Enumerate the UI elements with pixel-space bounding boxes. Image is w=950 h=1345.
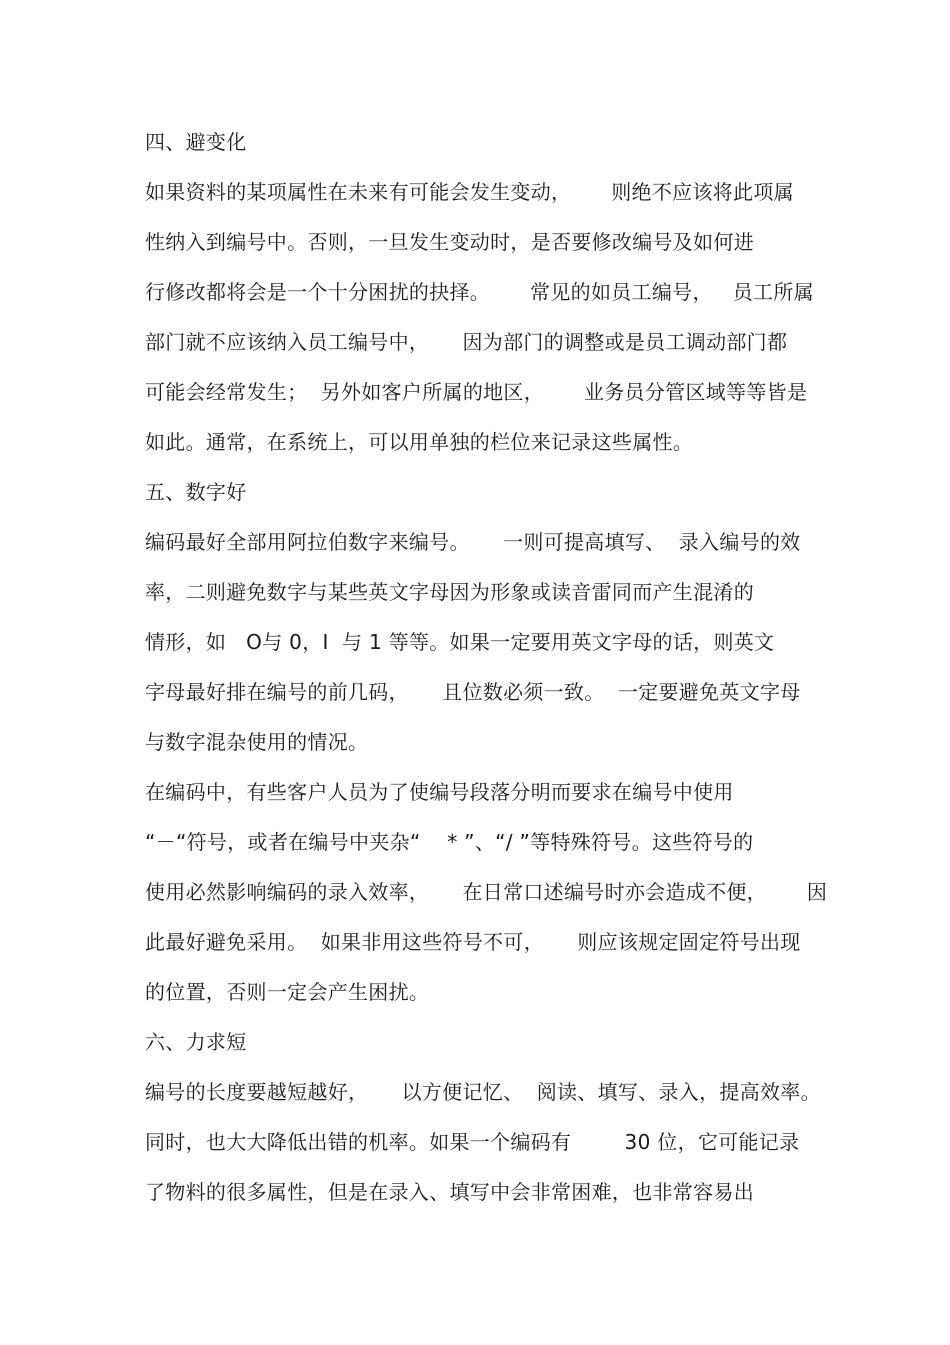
- paragraph-line: 率，二则避免数字与某些英文字母因为形象或读音雷同而产生混淆的: [145, 580, 754, 604]
- paragraph-line: 如此。通常，在系统上，可以用单独的栏位来记录这些属性。: [145, 430, 694, 454]
- paragraph-line: 与数字混杂使用的情况。: [145, 730, 369, 754]
- paragraph-line: 使用必然影响编码的录入效率， 在日常口述编号时亦会造成不便， 因: [145, 880, 828, 904]
- paragraph-line: 此最好避免采用。 如果非用这些符号不可， 则应该规定固定符号出现: [145, 930, 801, 954]
- paragraph-line: 部门就不应该纳入员工编号中， 因为部门的调整或是员工调动部门都: [145, 330, 788, 354]
- paragraph-line: 同时，也大大降低出错的机率。如果一个编码有 30 位，它可能记录: [145, 1130, 800, 1154]
- section-heading-4: 四、避变化: [145, 130, 247, 154]
- section-heading-5: 五、数字好: [145, 480, 247, 504]
- paragraph-line: 在编码中，有些客户人员为了使编号段落分明而要求在编号中使用: [145, 780, 734, 804]
- paragraph-line: 可能会经常发生； 另外如客户所属的地区， 业务员分管区域等等皆是: [145, 380, 808, 404]
- paragraph-line: 字母最好排在编号的前几码， 且位数必须一致。 一定要避免英文字母: [145, 680, 801, 704]
- paragraph-line: “－“符号，或者在编号中夹杂“ * ”、“/ ”等特殊符号。这些符号的: [145, 830, 754, 854]
- section-heading-6: 六、力求短: [145, 1030, 247, 1054]
- paragraph-line: 编号的长度要越短越好， 以方便记忆、 阅读、填写、录入，提高效率。: [145, 1080, 821, 1104]
- paragraph-line: 了物料的很多属性，但是在录入、填写中会非常困难，也非常容易出: [145, 1180, 754, 1204]
- paragraph-line: 编码最好全部用阿拉伯数字来编号。 一则可提高填写、 录入编号的效: [145, 530, 801, 554]
- paragraph-line: 情形，如 O与 0，I 与 1 等等。如果一定要用英文字母的话，则英文: [145, 630, 775, 654]
- paragraph-line: 如果资料的某项属性在未来有可能会发生变动， 则绝不应该将此项属: [145, 180, 794, 204]
- paragraph-line: 行修改都将会是一个十分困扰的抉择。 常见的如员工编号， 员工所属: [145, 280, 814, 304]
- paragraph-line: 的位置，否则一定会产生困扰。: [145, 980, 430, 1004]
- paragraph-line: 性纳入到编号中。否则，一旦发生变动时，是否要修改编号及如何进: [145, 230, 754, 254]
